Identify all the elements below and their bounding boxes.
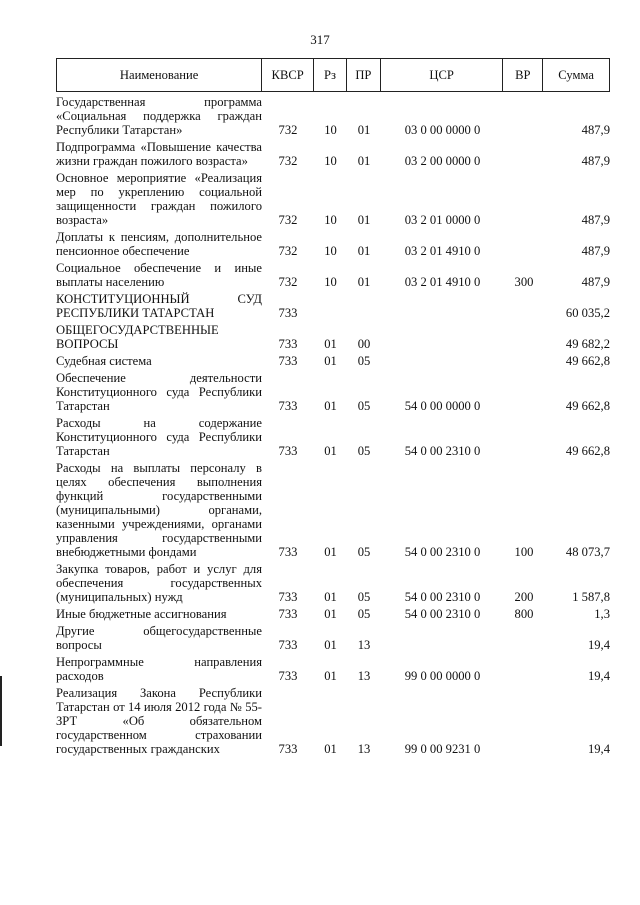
- table-row: [56, 416, 610, 458]
- cell-kvsr: 732: [278, 213, 298, 227]
- cell-rz: 01: [324, 545, 337, 559]
- cell-rz: 01: [324, 638, 337, 652]
- table-row: [56, 371, 610, 413]
- cell-vr: 800: [514, 607, 534, 621]
- table-row: [56, 261, 610, 289]
- cell-kvsr: 733: [278, 337, 298, 351]
- cell-sum: 19,4: [587, 669, 610, 683]
- cell-vr: 200: [514, 590, 534, 604]
- cell-pr: 05: [357, 399, 371, 413]
- cell-vr: 100: [514, 545, 534, 559]
- cell-vr: 300: [514, 275, 534, 289]
- table-row: [56, 562, 610, 604]
- cell-name: Расходы на выплаты персоналу в целях обеспечения выполнения функций государственными (муниципальными) органами, казенными учреждениями, органами управления государственными внебюджетными фондами: [56, 461, 262, 559]
- cell-kvsr: 733: [278, 669, 298, 683]
- cell-name: ОБЩЕГОСУДАРСТВЕННЫЕ ВОПРОСЫ: [56, 323, 219, 351]
- table-row: [56, 140, 610, 168]
- cell-rz: 01: [324, 590, 337, 604]
- cell-sum: 19,4: [587, 742, 610, 756]
- table-row: [56, 95, 610, 137]
- table-row: [56, 461, 610, 559]
- cell-kvsr: 733: [278, 399, 298, 413]
- cell-pr: 05: [357, 545, 371, 559]
- cell-rz: 01: [324, 354, 337, 368]
- cell-rz: 01: [324, 444, 337, 458]
- header-name: Наименование: [57, 59, 262, 91]
- table-row: [56, 230, 610, 258]
- cell-kvsr: 733: [278, 444, 298, 458]
- table-row: [56, 607, 610, 621]
- cell-rz: 10: [324, 123, 337, 137]
- cell-name: Обеспечение деятельности Конституционного суда Республики Татарстан: [56, 371, 262, 413]
- table-row: [56, 292, 610, 320]
- cell-kvsr: 733: [278, 607, 298, 621]
- cell-kvsr: 733: [278, 638, 298, 652]
- header-pr: ПР: [347, 59, 381, 91]
- cell-name: Доплаты к пенсиям, дополнительное пенсионное обеспечение: [56, 230, 262, 258]
- cell-csr: 54 0 00 0000 0: [404, 399, 481, 413]
- cell-name: Социальное обеспечение и иные выплаты населению: [56, 261, 262, 289]
- cell-sum: 487,9: [581, 123, 610, 137]
- cell-pr: 05: [357, 354, 371, 368]
- cell-pr: 05: [357, 590, 371, 604]
- cell-rz: 10: [324, 154, 337, 168]
- cell-rz: 01: [324, 337, 337, 351]
- table-row: [56, 171, 610, 227]
- header-vr: ВР: [503, 59, 543, 91]
- cell-sum: 49 662,8: [565, 444, 610, 458]
- table-row: [56, 686, 610, 756]
- cell-pr: 05: [357, 607, 371, 621]
- cell-sum: 49 662,8: [565, 399, 610, 413]
- cell-sum: 19,4: [587, 638, 610, 652]
- cell-kvsr: 733: [278, 742, 298, 756]
- cell-csr: 03 2 00 0000 0: [404, 154, 481, 168]
- cell-pr: 05: [357, 444, 371, 458]
- cell-pr: 01: [357, 154, 371, 168]
- cell-name: Иные бюджетные ассигнования: [56, 607, 227, 621]
- cell-pr: 01: [357, 244, 371, 258]
- cell-sum: 60 035,2: [565, 306, 610, 320]
- cell-sum: 48 073,7: [565, 545, 610, 559]
- header-sum: Сумма: [558, 68, 594, 82]
- cell-pr: 01: [357, 275, 371, 289]
- cell-csr: 54 0 00 2310 0: [404, 545, 481, 559]
- cell-sum: 487,9: [581, 275, 610, 289]
- table-header: [56, 58, 610, 92]
- cell-name: Подпрограмма «Повышение качества жизни граждан пожилого возраста»: [56, 140, 262, 168]
- table-body: [56, 95, 610, 756]
- cell-name: Государственная программа «Социальная поддержка граждан Республики Татарстан»: [56, 95, 262, 137]
- cell-sum: 1 587,8: [572, 590, 610, 604]
- table-row: [56, 655, 610, 683]
- cell-csr: 03 2 01 4910 0: [404, 244, 481, 258]
- cell-csr: 03 0 00 0000 0: [404, 123, 481, 137]
- cell-name: Судебная система: [56, 354, 152, 368]
- cell-pr: 01: [357, 123, 371, 137]
- cell-name: КОНСТИТУЦИОННЫЙ СУД РЕСПУБЛИКИ ТАТАРСТАН: [56, 292, 262, 320]
- cell-kvsr: 732: [278, 275, 298, 289]
- cell-pr: 00: [357, 337, 371, 351]
- cell-csr: 54 0 00 2310 0: [404, 444, 481, 458]
- cell-pr: 13: [357, 638, 371, 652]
- cell-name: Непрограммные направления расходов: [56, 655, 262, 683]
- cell-sum: 49 662,8: [565, 354, 610, 368]
- page-number: 317: [310, 32, 330, 47]
- cell-csr: 03 2 01 4910 0: [404, 275, 481, 289]
- cell-sum: 1,3: [594, 607, 610, 621]
- cell-sum: 487,9: [581, 213, 610, 227]
- cell-rz: 10: [324, 275, 337, 289]
- table-row: [56, 354, 610, 368]
- cell-rz: 10: [324, 213, 337, 227]
- cell-kvsr: 733: [278, 545, 298, 559]
- cell-sum: 487,9: [581, 244, 610, 258]
- header-kvsr: КВСР: [262, 59, 314, 91]
- cell-rz: 01: [324, 607, 337, 621]
- cell-csr: 99 0 00 9231 0: [404, 742, 481, 756]
- header-csr: ЦСР: [381, 59, 504, 91]
- cell-kvsr: 732: [278, 154, 298, 168]
- budget-table: [56, 58, 610, 756]
- table-row: [56, 624, 610, 652]
- cell-kvsr: 732: [278, 123, 298, 137]
- cell-rz: 10: [324, 244, 337, 258]
- cell-csr: 03 2 01 0000 0: [404, 213, 481, 227]
- cell-rz: 01: [324, 742, 337, 756]
- cell-name: Реализация Закона Республики Татарстан от 14 июля 2012 года № 55-ЗРТ «Об обязательном государственном страховании государственных гражданских: [56, 686, 262, 756]
- cell-rz: 01: [324, 399, 337, 413]
- cell-sum: 487,9: [581, 154, 610, 168]
- cell-kvsr: 733: [278, 354, 298, 368]
- cell-rz: 01: [324, 669, 337, 683]
- cell-kvsr: 732: [278, 244, 298, 258]
- cell-sum: 49 682,2: [565, 337, 610, 351]
- cell-name: Закупка товаров, работ и услуг для обеспечения государственных (муниципальных) нужд: [56, 562, 262, 604]
- margin-line: [0, 676, 2, 746]
- table-row: [56, 323, 610, 351]
- cell-kvsr: 733: [278, 590, 298, 604]
- cell-csr: 99 0 00 0000 0: [404, 669, 481, 683]
- cell-kvsr: 733: [278, 306, 298, 320]
- cell-pr: 01: [357, 213, 371, 227]
- cell-pr: 13: [357, 669, 371, 683]
- cell-pr: 13: [357, 742, 371, 756]
- header-rz: Рз: [314, 59, 347, 91]
- cell-name: Расходы на содержание Конституционного суда Республики Татарстан: [56, 416, 262, 458]
- cell-name: Другие общегосударственные вопросы: [56, 624, 262, 652]
- cell-name: Основное мероприятие «Реализация мер по укреплению социальной защищенности граждан пожилого возраста»: [56, 171, 262, 227]
- cell-csr: 54 0 00 2310 0: [404, 590, 481, 604]
- cell-csr: 54 0 00 2310 0: [404, 607, 481, 621]
